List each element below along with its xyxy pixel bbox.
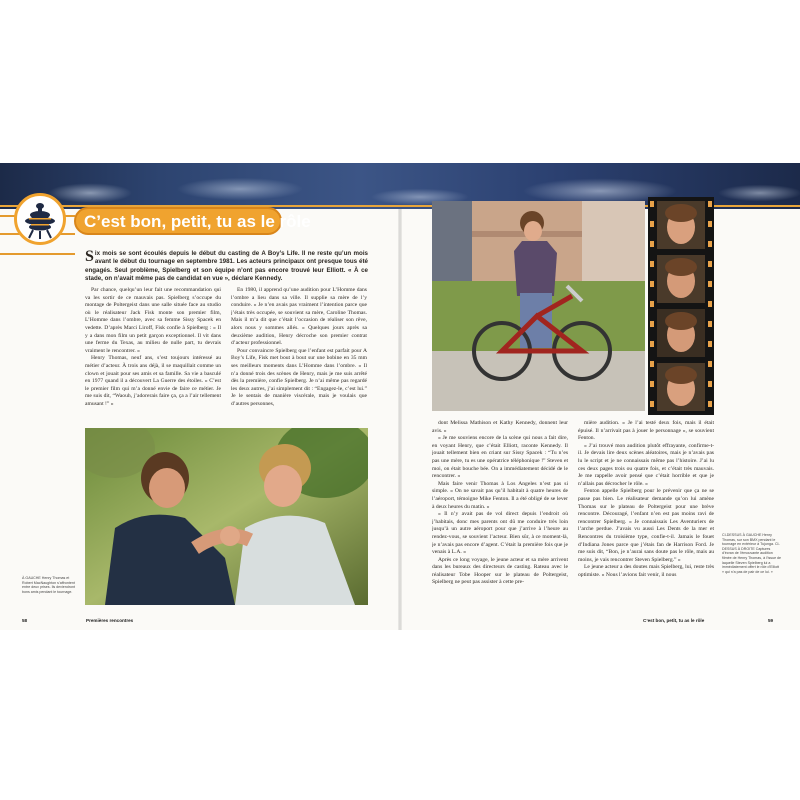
paragraph: « J’ai trouvé mon audition plutôt effrayante, confirme-t-il. Je devais lire deux scènes aléatoires, mais je n’avais pas lu le script et je ne connaissais même pas l’histoire. J’ai lu ces deux pages trois ou quatre fois, et c’était très mauvais. Je me rappelle avoir pensé que c’était horrible et que je n’allais pas décrocher le rôle. » [578, 442, 714, 487]
paragraph: mière audition. « Je l’ai testé deux fois, mais il était épuisé. Il n’arrivait pas à jouer le personnage », se souvient Fenton. [578, 420, 714, 442]
paragraph: En 1980, il apprend qu’une audition pour L’Homme dans l’ombre a lieu dans sa ville. Il supplie sa mère de l’y conduire. « Je n’en avais pas vraiment l’intention parce que j’étais très occupée, se souvient sa mère, Caroline Thomas. Mais il m’a dit que c’était l’occasion de réaliser son rêve, alors nous y sommes allés. » Quelques jours après sa deuxième audition, Henry décroche son premier contrat d’acteur professionnel. [231, 287, 367, 347]
paragraph: Par chance, quelqu’un leur fait une recommandation qui va les sortir de ce mauvais pas. Spielberg s’occupe du montage de Poltergeist dans une salle située face au studio où le réalisateur Jack Fisk monte son premier film, L’Homme dans l’ombre, avec sa femme Sissy Spacek en vedette. D’après Marci Liroff, Fisk confie à Spielberg : « Il y a dans mon film un petit garçon exceptionnel. Il vit dans une ferme du Texas, au milieu de nulle part, tu devrais vraiment le rencontrer. » [85, 287, 221, 354]
drop-cap: S [85, 248, 94, 265]
paragraph: « Il n’y avait pas de vol direct depuis l’endroit où j’habitais, donc mes parents ont dû me conduire très loin jusqu’à un autre aéroport pour que j’arrive à l’heure au rendez-vous, se souvient l’acteur. Bien sûr, à ce moment-là, je n’avais pas encore d’agent. C’était la première fois que je venais à L.A. » [432, 511, 568, 556]
lead-text: ix mois se sont écoulés depuis le début du casting de A Boy’s Life. Il ne reste qu’un mois avant le début du tournage en septembre 1981. Les acteurs principaux ont presque tous été engagés. Seul problème, Spielberg et son équipe n’ont pas encore trouvé leur Elliott. « À ce stade, on n’avait même pas de candidat en vue », déclare Kennedy. [85, 250, 368, 283]
paragraph: dont Melissa Mathison et Kathy Kennedy, donnent leur avis. » [432, 420, 568, 434]
paragraph: Pour convaincre Spielberg que l’enfant est parfait pour A Boy’s Life, Fisk met bout à bout sur une bobine en 35 mm ses meilleurs moments dans L’Homme dans l’ombre. « Il n’a donné trois des scènes de Henry, mais je me suis arrêté dès la première, confie Spielberg. Je n’ai même pas regardé les deux autres, j’ai simplement dit : “Engagez-le, c’est lui.” Je le sentais de manière viscérale, mais je voulais que d’autres personnes, [231, 347, 367, 407]
book-gutter [398, 209, 402, 630]
footer-right-page-number: 59 [768, 618, 774, 623]
photo-bmx-bike [432, 201, 645, 411]
text-column-1 [85, 287, 221, 427]
text-column-3 [432, 420, 568, 612]
paragraph: « Je me souviens encore de la scène qui nous a fait dire, en voyant Henry, que c’était Elliott, raconte Kennedy. Il jouait tellement bien en criant sur Sissy Spacek : “Tu n’es pas une mère, tu es une opératrice téléphonique !” Steven et moi, on était bouche bée. On a immédiatement décidé de le rencontrer. » [432, 435, 568, 480]
film-strip-audition-frames [648, 197, 714, 415]
footer-right-section: C’est bon, petit, tu as le rôle [643, 618, 705, 623]
footer-left-section: Premières rencontres [86, 618, 134, 623]
paragraph: Après ce long voyage, le jeune acteur et sa mère arrivent dans les bureaux des directeurs de casting. Rateau avec le réalisateur Tobe Hooper sur le plateau de Poltergeist, Spielberg ne peut pas assister à cette pre- [432, 556, 568, 586]
photo-caption-right: CI-DESSUS À GAUCHE Henry Thomas, sur son BMX pendant le tournage en extérieur à Tujunga. CI-DESSUS À DROITE Captures d’écran de l’émouvante audition filmée de Henry Thomas, à l’issue de laquelle Steven Spielberg lui a immédiatement offert le rôle d’Elliott « qui n’a pas de pair de ce lui. » [722, 533, 782, 574]
article-title: C’est bon, petit, tu as le rôle [84, 212, 311, 231]
paragraph: Mais faire venir Thomas à Los Angeles n’est pas si simple. « On ne savait pas qu’il habitait à quatre heures de l’aéroport, témoigne Mike Fenton. Il a été obligé de se lever à deux heures du matin. » [432, 480, 568, 510]
text-column-4 [578, 420, 714, 612]
book-spread [0, 163, 800, 630]
text-column-2 [231, 287, 367, 427]
photo-arm-wrestling [85, 428, 368, 605]
spaceship-emblem-icon [14, 193, 66, 245]
footer-left-page-number: 58 [22, 618, 28, 623]
paragraph: Le jeune acteur a des doutes mais Spielberg, lui, reste très optimiste. « Nous l’avions fait venir, il nous [578, 564, 714, 578]
paragraph: Henry Thomas, neuf ans, s’est toujours intéressé au métier d’acteur. À trois ans déjà, il se maquillait comme un clown et jouait pour ses amis et sa famille. Sa vie a basculé en 1977 quand il a découvert La Guerre des étoiles. « C’est le premier film qui m’a donné envie de faire ce métier. Je me suis dit, “Waouh, j’adorerais faire ça, ça a l’air tellement amusant !” » [85, 355, 221, 407]
paragraph: Fenton appelle Spielberg pour le prévenir que ça ne se passe pas bien. Le réalisateur demande qu’on lui amène Thomas sur le plateau de Poltergeist pour une brève rencontre. Découragé, l’enfant n’en est pas moins ravi de rencontrer Spielberg. « Je connaissais Les Aventuriers de l’arche perdue. J’avais vu aussi Les Dents de la mer et Rencontres du troisième type, confie-t-il. Jamais le fouet d’Indiana Jones parce que j’étais fan de Harrison Ford. Je me suis dit, “Bon, je n’aurai sans doute pas le rôle, mais au moins, je vais rencontrer Steven Spielberg.” » [578, 488, 714, 563]
lead-paragraph [85, 250, 368, 284]
photo-caption-left: À GAUCHE Henry Thomas et Robert MacNaughton s’affrontent entre deux prises. Ils deviendront bons amis pendant le tournage. [22, 576, 75, 594]
